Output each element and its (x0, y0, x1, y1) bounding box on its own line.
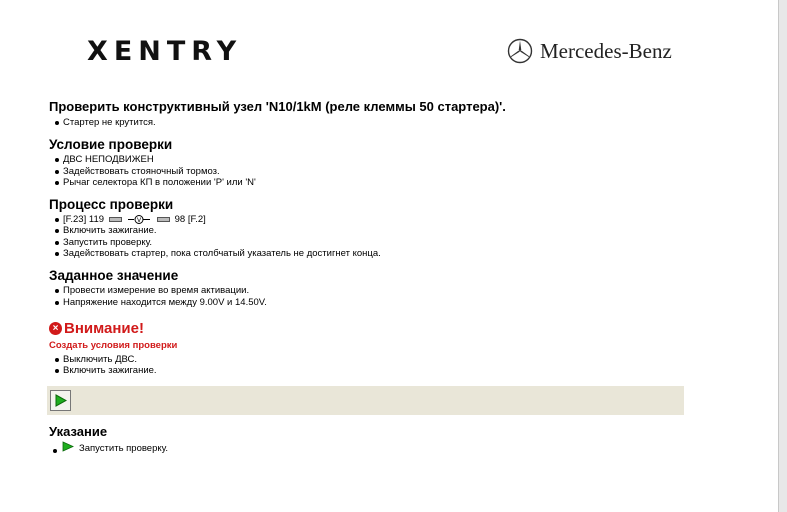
action-toolbar (47, 386, 684, 415)
list-item: Запустить проверку. (49, 237, 684, 248)
main-content (49, 99, 684, 377)
list-item: Включить зажигание. (49, 225, 684, 236)
note-heading: Указание (49, 424, 108, 439)
formula-right-ref: [F.2] (187, 214, 206, 226)
start-test-button[interactable] (50, 390, 71, 411)
svg-text:V: V (137, 217, 142, 225)
conditions-list (49, 154, 684, 188)
warning-header (49, 320, 684, 337)
connector-icon (109, 217, 122, 222)
procedure-list (49, 214, 684, 259)
brand-name: Mercedes-Benz (540, 38, 672, 63)
conditions-heading: Условие проверки (49, 137, 173, 153)
connector-icon (157, 217, 170, 222)
mercedes-star-icon (507, 38, 533, 64)
procedure-heading: Процесс проверки (49, 197, 174, 213)
warning-icon: × (49, 322, 62, 335)
list-item: ДВС НЕПОДВИЖЕН (49, 154, 684, 165)
formula-left-ref: [F.23] (63, 214, 87, 226)
setpoint-list (49, 285, 684, 308)
list-item: Напряжение находится между 9.00V и 14.50V. (49, 297, 684, 308)
title-list (49, 117, 684, 128)
list-item: Задействовать стартер, пока столбчатый указатель не достигнет конца. (49, 248, 684, 259)
warning-subtitle: Создать условия проверки (49, 339, 178, 351)
note-item (53, 443, 168, 454)
list-item: Стартер не крутится. (49, 117, 684, 128)
warning-list (49, 354, 684, 377)
warning-title: Внимание! (64, 319, 144, 337)
list-item: Выключить ДВС. (49, 354, 684, 365)
formula-left-pin: 119 (88, 214, 105, 226)
page-title: Проверить конструктивный узел 'N10/1kM (реле клеммы 50 стартера)'. (49, 99, 506, 114)
xentry-logo: XENTRY (87, 36, 243, 67)
play-icon (54, 394, 67, 407)
formula-right-pin: 98 (174, 214, 186, 226)
list-item: Рычаг селектора КП в положении 'P' или 'N' (49, 177, 684, 188)
list-item: Задействовать стояночный тормоз. (49, 166, 684, 177)
bullet (53, 449, 57, 453)
note-text: Запустить проверку. (79, 443, 169, 454)
voltmeter-icon (128, 215, 150, 224)
window-right-edge (778, 0, 787, 512)
mercedes-benz-logo (507, 38, 672, 64)
setpoint-heading: Заданное значение (49, 268, 179, 284)
list-item: Провести измерение во время активации. (49, 285, 684, 296)
list-item: Включить зажигание. (49, 365, 684, 376)
measurement-formula (49, 214, 684, 225)
play-icon (62, 441, 74, 452)
